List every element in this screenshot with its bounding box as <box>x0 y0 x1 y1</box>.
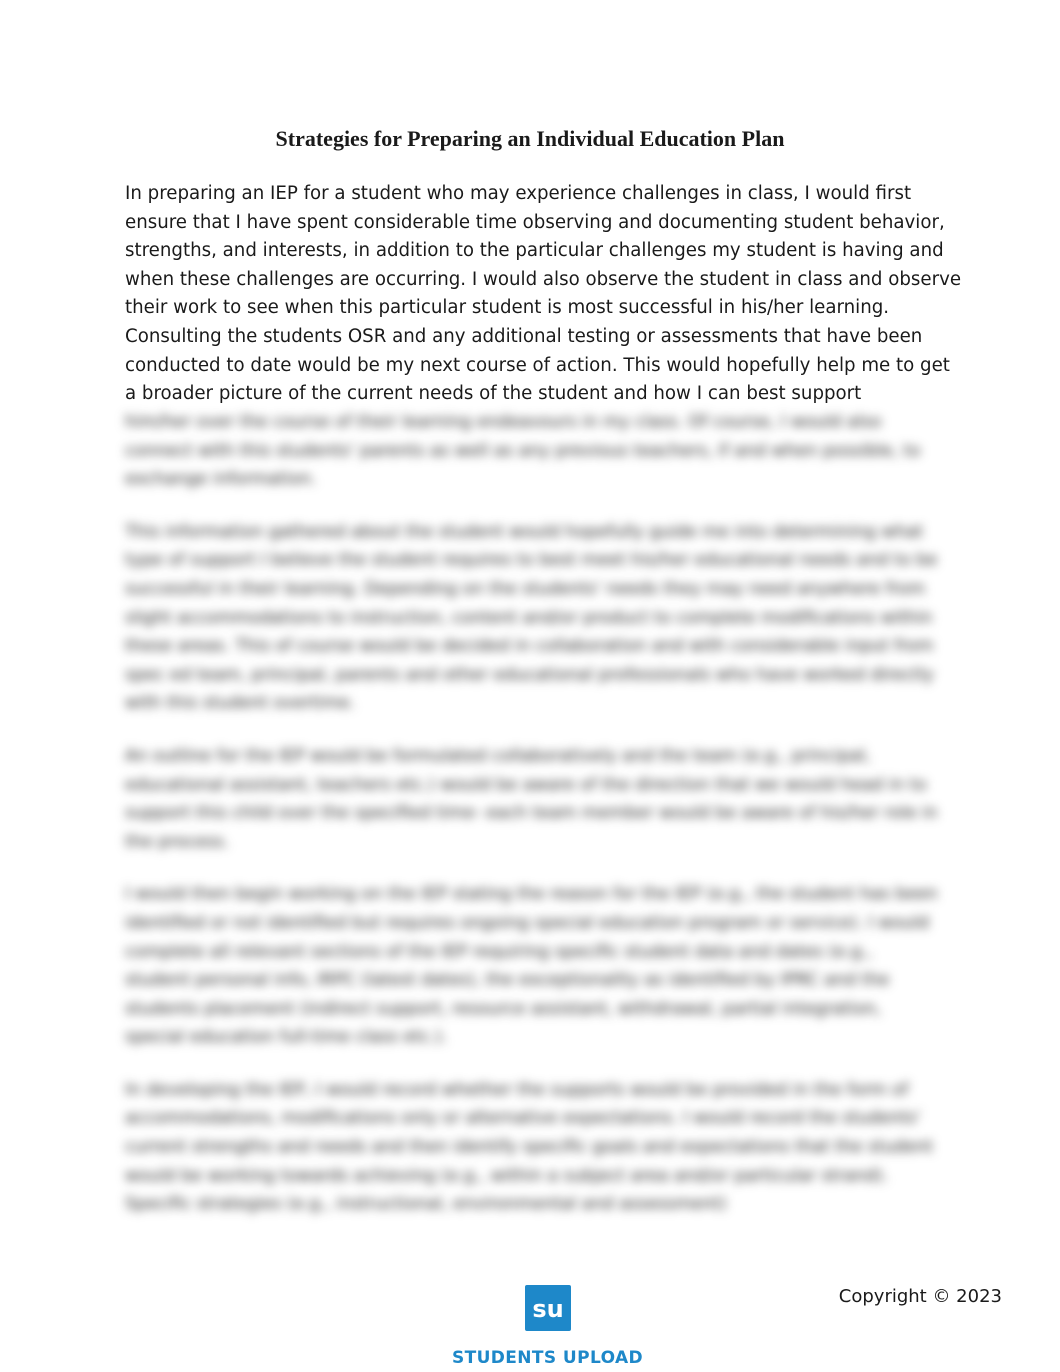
paragraph-line: strengths, and interests, in addition to the particular challenges my student is having and <box>125 240 944 262</box>
blurred-preview-region <box>125 408 940 1243</box>
paragraph-line: Consulting the students OSR and any additional testing or assessments that have been <box>125 325 923 347</box>
blurred-paragraph: An outline for the IEP would be formulated collaboratively and the team (e.g., principal, educational assistant, teachers etc.) would be aware of the direction that we would head in to support this child over the specified time- each team member would be aware of his/her role in the process. <box>125 745 938 852</box>
paragraph-line: ensure that I have spent considerable time observing and documenting student behavior, <box>125 211 945 233</box>
visible-paragraph <box>125 180 962 409</box>
logo-text: su <box>531 1295 564 1323</box>
copyright-notice: Copyright © 2023 <box>838 1286 1002 1307</box>
paragraph-line: their work to see when this particular student is most successful in his/her learning. <box>125 297 890 319</box>
brand-name[interactable]: STUDENTS UPLOAD <box>451 1348 644 1368</box>
blurred-paragraph: In developing the IEP, I would record whether the supports would be provided in the form of accommodations, modifications only or alternative expectations. I would record the students' current strengths and needs and then identify specific goals and expectations that the student would be working towards achieving (e.g., within a subject area and/or particular strand). Specific strategies (e.g., instructional, environmental and assessment) <box>125 1079 934 1215</box>
blurred-paragraph: I would then begin working on the IEP stating the reason for the IEP (e.g., the student has been identified or not identified but requires ongoing special education program or service). I would complete all relevant sections of the IEP requiring specific student data and dates (e.g., student personal info, IRPC (latest dates), the exceptionality as identified by IPRC and the students placement (indirect support, resource assistant, withdrawal, partial integration, special education full-time class etc.). <box>125 884 938 1048</box>
paragraph-line: In preparing an IEP for a student who may experience challenges in class, I would first <box>125 183 912 204</box>
blurred-paragraph: This information gathered about the student would hopefully guide me into determining what type of support I believe the student requires to best meet his/her educational needs and to be successful in their learning. Depending on the students' needs they may need anywhere from slight accommodations to instruction, content and/or product to complete modifications within these areas. This of course would be decided in collaboration and with considerable input from spec ed team, principal, parents and other educational professionals who have worked directly with this student overtime. <box>125 521 938 714</box>
students-upload-logo-icon[interactable] <box>525 1285 571 1331</box>
paragraph-line: when these challenges are occurring. I would also observe the student in class and observe <box>125 268 962 290</box>
paragraph-line: conducted to date would be my next course of action. This would hopefully help me to get <box>125 354 950 376</box>
blurred-paragraph: him/her over the course of their learning endeavours in my class. Of course, I would also connect with this students' parents as well as any previous teachers, if and when possible, to exchange information. <box>125 412 921 490</box>
document-title: Strategies for Preparing an Individual Education Plan <box>275 126 785 151</box>
paragraph-line: a broader picture of the current needs of the student and how I can best support <box>125 383 862 405</box>
brand-block[interactable] <box>0 1285 1060 1368</box>
